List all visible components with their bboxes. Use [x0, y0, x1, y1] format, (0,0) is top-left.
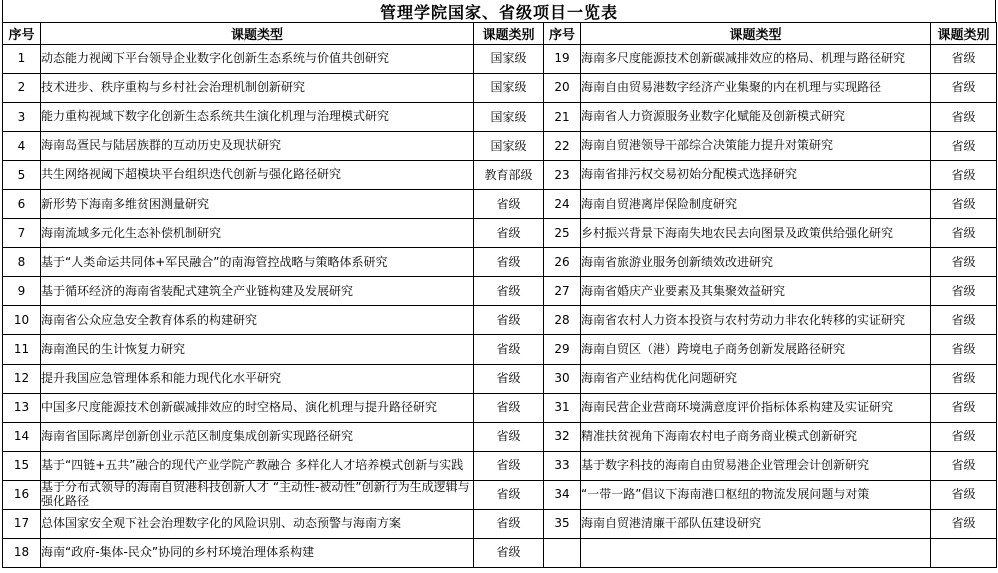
category-cell: 省级 — [474, 190, 544, 219]
category-cell: 国家级 — [474, 74, 544, 103]
topic-cell: 海南自贸港领导干部综合决策能力提升对策研究 — [581, 132, 931, 161]
table-row — [3, 132, 997, 161]
seq-cell: 29 — [544, 335, 581, 364]
seq-cell: 12 — [3, 364, 41, 393]
category-cell: 省级 — [474, 451, 544, 480]
seq-cell: 4 — [3, 132, 41, 161]
sheet-frame — [2, 0, 996, 568]
category-cell: 省级 — [474, 480, 544, 509]
category-cell: 省级 — [474, 248, 544, 277]
category-cell: 省级 — [931, 219, 997, 248]
table-row — [3, 45, 997, 74]
category-cell: 省级 — [931, 190, 997, 219]
table-row — [3, 306, 997, 335]
topic-cell: 基于“四链+五共”融合的现代产业学院产教融合 多样化人才培养模式创新与实践 — [41, 451, 474, 480]
category-cell: 省级 — [931, 45, 997, 74]
header-category-right: 课题类别 — [931, 23, 997, 45]
project-table — [2, 22, 997, 568]
category-cell: 省级 — [474, 422, 544, 451]
seq-cell: 5 — [3, 161, 41, 190]
category-cell: 省级 — [931, 393, 997, 422]
seq-cell: 8 — [3, 248, 41, 277]
table-row — [3, 103, 997, 132]
topic-cell: 海南省人力资源服务业数字化赋能及创新模式研究 — [581, 103, 931, 132]
seq-cell: 34 — [544, 480, 581, 509]
topic-cell: 海南省排污权交易初始分配模式选择研究 — [581, 161, 931, 190]
table-row — [3, 335, 997, 364]
category-cell: 省级 — [931, 422, 997, 451]
category-cell: 国家级 — [474, 45, 544, 74]
seq-cell: 18 — [3, 538, 41, 567]
topic-cell: 能力重构视域下数字化创新生态系统共生演化机理与治理模式研究 — [41, 103, 474, 132]
table-row — [3, 422, 997, 451]
topic-cell: 中国多尺度能源技术创新碳减排效应的时空格局、演化机理与提升路径研究 — [41, 393, 474, 422]
category-cell — [931, 538, 997, 567]
topic-cell: 海南自由贸易港数字经济产业集聚的内在机理与实现路径 — [581, 74, 931, 103]
seq-cell: 33 — [544, 451, 581, 480]
table-row — [3, 248, 997, 277]
seq-cell: 14 — [3, 422, 41, 451]
topic-cell: 基于循环经济的海南省装配式建筑全产业链构建及发展研究 — [41, 277, 474, 306]
header-seq-right: 序号 — [544, 23, 581, 45]
seq-cell: 9 — [3, 277, 41, 306]
table-body — [3, 45, 997, 568]
topic-cell: 动态能力视阈下平台领导企业数字化创新生态系统与价值共创研究 — [41, 45, 474, 74]
topic-cell: 海南自贸港离岸保险制度研究 — [581, 190, 931, 219]
topic-cell: 基于分布式领导的海南自贸港科技创新人才 “主动性-被动性”创新行为生成逻辑与强化路径 — [41, 480, 474, 509]
topic-cell: 海南流域多元化生态补偿机制研究 — [41, 219, 474, 248]
category-cell: 省级 — [474, 306, 544, 335]
table-row — [3, 393, 997, 422]
topic-cell: 共生网络视阈下超模块平台组织迭代创新与强化路径研究 — [41, 161, 474, 190]
category-cell: 省级 — [931, 509, 997, 538]
topic-cell: 海南民营企业营商环境满意度评价指标体系构建及实证研究 — [581, 393, 931, 422]
category-cell: 省级 — [474, 219, 544, 248]
seq-cell: 19 — [544, 45, 581, 74]
table-row — [3, 74, 997, 103]
topic-cell: “一带一路”倡议下海南港口枢纽的物流发展问题与对策 — [581, 480, 931, 509]
table-row — [3, 277, 997, 306]
table-row — [3, 538, 997, 567]
seq-cell: 15 — [3, 451, 41, 480]
seq-cell: 6 — [3, 190, 41, 219]
topic-cell — [581, 538, 931, 567]
category-cell: 省级 — [931, 74, 997, 103]
seq-cell: 31 — [544, 393, 581, 422]
topic-cell: 海南省旅游业服务创新绩效改进研究 — [581, 248, 931, 277]
topic-cell: 海南省农村人力资本投资与农村劳动力非农化转移的实证研究 — [581, 306, 931, 335]
seq-cell: 2 — [3, 74, 41, 103]
seq-cell: 22 — [544, 132, 581, 161]
seq-cell: 35 — [544, 509, 581, 538]
category-cell: 省级 — [931, 161, 997, 190]
topic-cell: 海南省国际离岸创新创业示范区制度集成创新实现路径研究 — [41, 422, 474, 451]
category-cell: 省级 — [931, 132, 997, 161]
table-row — [3, 161, 997, 190]
topic-cell: 海南自贸区（港）跨境电子商务创新发展路径研究 — [581, 335, 931, 364]
category-cell: 省级 — [474, 364, 544, 393]
header-topic-right: 课题类型 — [581, 23, 931, 45]
seq-cell: 16 — [3, 480, 41, 509]
seq-cell: 23 — [544, 161, 581, 190]
topic-cell: 总体国家安全观下社会治理数字化的风险识别、动态预警与海南方案 — [41, 509, 474, 538]
topic-cell: 海南多尺度能源技术创新碳减排效应的格局、机理与路径研究 — [581, 45, 931, 74]
category-cell: 省级 — [931, 335, 997, 364]
table-row — [3, 219, 997, 248]
topic-cell: 新形势下海南多维贫困测量研究 — [41, 190, 474, 219]
seq-cell: 25 — [544, 219, 581, 248]
category-cell: 省级 — [931, 248, 997, 277]
seq-cell: 11 — [3, 335, 41, 364]
seq-cell: 10 — [3, 306, 41, 335]
seq-cell: 28 — [544, 306, 581, 335]
table-row — [3, 509, 997, 538]
topic-cell: 乡村振兴背景下海南失地农民去向图景及政策供给强化研究 — [581, 219, 931, 248]
topic-cell: 提升我国应急管理体系和能力现代化水平研究 — [41, 364, 474, 393]
topic-cell: 海南省公众应急安全教育体系的构建研究 — [41, 306, 474, 335]
seq-cell: 24 — [544, 190, 581, 219]
header-seq-left: 序号 — [3, 23, 41, 45]
table-header-row — [3, 23, 997, 45]
table-row — [3, 364, 997, 393]
topic-cell: 基于数字科技的海南自由贸易港企业管理会计创新研究 — [581, 451, 931, 480]
seq-cell: 26 — [544, 248, 581, 277]
category-cell: 省级 — [474, 277, 544, 306]
category-cell: 省级 — [474, 393, 544, 422]
category-cell: 国家级 — [474, 132, 544, 161]
category-cell: 省级 — [931, 277, 997, 306]
topic-cell: 技术进步、秩序重构与乡村社会治理机制创新研究 — [41, 74, 474, 103]
seq-cell — [544, 538, 581, 567]
header-topic-left: 课题类型 — [41, 23, 474, 45]
topic-cell: 基于“人类命运共同体+军民融合”的南海管控战略与策略体系研究 — [41, 248, 474, 277]
table-row — [3, 480, 997, 509]
seq-cell: 27 — [544, 277, 581, 306]
topic-cell: 海南岛疍民与陆居族群的互动历史及现状研究 — [41, 132, 474, 161]
category-cell: 省级 — [931, 480, 997, 509]
seq-cell: 13 — [3, 393, 41, 422]
header-category-left: 课题类别 — [474, 23, 544, 45]
seq-cell: 32 — [544, 422, 581, 451]
title-row — [2, 0, 996, 22]
seq-cell: 30 — [544, 364, 581, 393]
topic-cell: 海南省产业结构优化问题研究 — [581, 364, 931, 393]
category-cell: 省级 — [931, 306, 997, 335]
topic-cell: 海南“政府-集体-民众”协同的乡村环境治理体系构建 — [41, 538, 474, 567]
topic-cell: 海南自贸港清廉干部队伍建设研究 — [581, 509, 931, 538]
table-row — [3, 190, 997, 219]
topic-cell: 海南省婚庆产业要素及其集聚效益研究 — [581, 277, 931, 306]
seq-cell: 1 — [3, 45, 41, 74]
category-cell: 省级 — [474, 538, 544, 567]
category-cell: 省级 — [474, 335, 544, 364]
topic-cell: 精准扶贫视角下海南农村电子商务商业模式创新研究 — [581, 422, 931, 451]
seq-cell: 20 — [544, 74, 581, 103]
category-cell: 省级 — [931, 103, 997, 132]
seq-cell: 7 — [3, 219, 41, 248]
category-cell: 国家级 — [474, 103, 544, 132]
topic-cell: 海南渔民的生计恢复力研究 — [41, 335, 474, 364]
category-cell: 省级 — [474, 509, 544, 538]
page-title: 管理学院国家、省级项目一览表 — [379, 2, 618, 22]
seq-cell: 3 — [3, 103, 41, 132]
seq-cell: 21 — [544, 103, 581, 132]
category-cell: 省级 — [931, 451, 997, 480]
category-cell: 省级 — [931, 364, 997, 393]
category-cell: 教育部级 — [474, 161, 544, 190]
table-row — [3, 451, 997, 480]
seq-cell: 17 — [3, 509, 41, 538]
